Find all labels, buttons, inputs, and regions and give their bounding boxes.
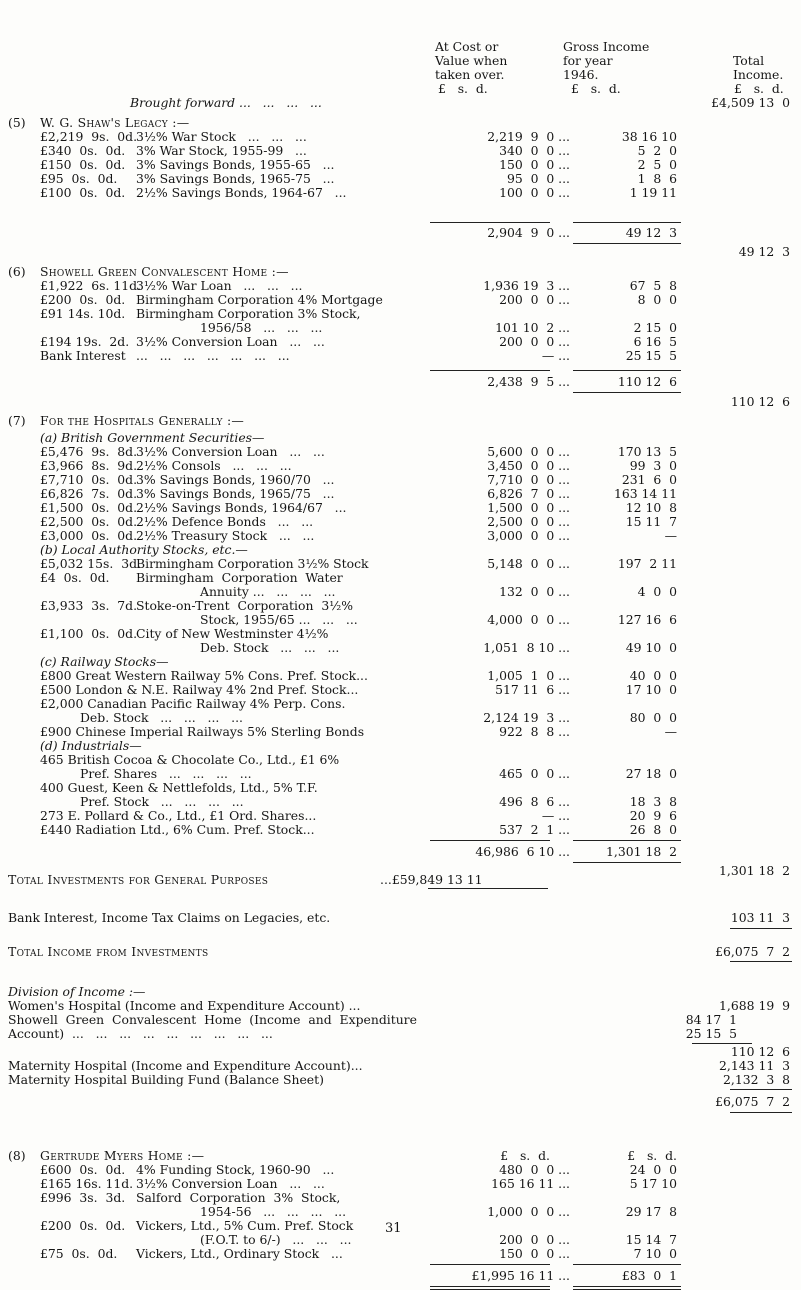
division-line: Maternity Hospital Building Fund (Balance Sheet) — [8, 1072, 324, 1087]
holding-description-cont: 1956/58 ... ... ... — [200, 320, 323, 335]
holding-description: 3% Savings Bonds, 1965-75 ... — [136, 171, 335, 186]
income-value: 26 8 0 — [629, 822, 677, 837]
total-income-value: £6,075 7 2 — [715, 944, 790, 959]
cost-lsd-header: £ s. d. — [438, 81, 488, 96]
income-value: 25 15 5 — [625, 348, 677, 363]
holding-description: 2½% Savings Bonds, 1964/67 ... — [136, 500, 347, 515]
holding-amount: £2,500 0s. 0d. — [40, 514, 138, 529]
holding-description: £900 Chinese Imperial Railways 5% Sterling Bonds — [40, 724, 365, 739]
income-value: 15 11 7 — [625, 514, 677, 529]
income-value: 20 9 6 — [629, 808, 677, 823]
income-value: 127 16 6 — [617, 612, 677, 627]
income-value: 80 0 0 — [629, 710, 677, 725]
cost-value: 340 0 0 ... — [499, 143, 570, 158]
holding-amount: £3,000 0s. 0d. — [40, 528, 138, 543]
holding-description: 2½% Treasury Stock ... ... — [136, 528, 315, 543]
rule-line — [730, 1089, 792, 1090]
total-column-header: Income. — [733, 67, 784, 82]
holding-description: 3½% Conversion Loan ... ... — [136, 444, 325, 459]
cost-value: 6,826 7 0 ... — [487, 486, 570, 501]
rule-line — [730, 1112, 792, 1113]
section-title: For the Hospitals Generally :— — [40, 413, 245, 428]
holding-description-cont: Stock, 1955/65 ... ... ... — [200, 612, 358, 627]
cost-value: — ... — [541, 808, 570, 823]
holding-description: 3% Savings Bonds, 1955-65 ... — [136, 157, 335, 172]
cost-value: 496 8 6 ... — [499, 794, 570, 809]
cost-value: 1,936 19 3 ... — [483, 278, 570, 293]
holding-description-cont: Pref. Shares ... ... ... ... — [80, 766, 252, 781]
holding-amount: £194 19s. 2d. — [40, 334, 130, 349]
holding-description: City of New Westminster 4½% — [136, 626, 329, 641]
holding-description: ... ... ... ... ... ... ... — [136, 348, 290, 363]
holding-description: 3% Savings Bonds, 1965/75 ... — [136, 486, 335, 501]
income-column-header: 1946. — [563, 67, 599, 82]
holding-description-cont: 1954-56 ... ... ... ... — [200, 1204, 347, 1219]
holding-description: Birmingham Corporation 3% Stock, — [136, 306, 361, 321]
division-total: £6,075 7 2 — [715, 1094, 790, 1109]
income-lsd-header: £ s. d. — [627, 1148, 677, 1163]
section-number: (8) — [8, 1148, 26, 1163]
section-total: 49 12 3 — [738, 244, 790, 259]
rule-line — [428, 888, 548, 889]
cost-value: 200 0 0 ... — [499, 334, 570, 349]
rule-line — [573, 243, 681, 244]
division-sub-value: 25 15 5 — [685, 1026, 737, 1041]
cost-value: 200 0 0 ... — [499, 292, 570, 307]
income-value: 2 5 0 — [637, 157, 677, 172]
division-value: 110 12 6 — [730, 1044, 790, 1059]
holding-description: 273 E. Pollard & Co., Ltd., £1 Ord. Shares... — [40, 808, 317, 823]
bank-interest-value: 103 11 3 — [730, 910, 790, 925]
cost-value: 465 0 0 ... — [499, 766, 570, 781]
cost-value: 150 0 0 ... — [499, 157, 570, 172]
income-lsd-header: £ s. d. — [571, 81, 621, 96]
myers-total-cost: £1,995 16 11 ... — [471, 1268, 570, 1283]
cost-value: 2,124 19 3 ... — [483, 710, 570, 725]
income-value: 1 8 6 — [637, 171, 677, 186]
rule-line — [430, 1286, 550, 1287]
holding-amount: £3,966 8s. 9d. — [40, 458, 138, 473]
holding-description: 400 Guest, Keen & Nettlefolds, Ltd., 5% T.F. — [40, 780, 318, 795]
subtotal-income: 1,301 18 2 — [606, 844, 677, 859]
subtotal-cost: 2,438 9 5 ... — [487, 374, 570, 389]
page-number: 31 — [385, 1221, 402, 1236]
holding-description: 3½% Conversion Loan ... ... — [136, 334, 325, 349]
cost-value: 1,000 0 0 ... — [487, 1204, 570, 1219]
section-title: W. G. Shaw's Legacy :— — [40, 115, 190, 130]
subsection-title: (a) British Government Securities— — [40, 430, 265, 445]
income-value: 24 0 0 — [629, 1162, 677, 1177]
brought-forward-label: Brought forward ... ... ... ... — [130, 95, 322, 110]
holding-amount: £75 0s. 0d. — [40, 1246, 118, 1261]
holding-description: £800 Great Western Railway 5% Cons. Pref. Stock... — [40, 668, 368, 683]
cost-column-header: taken over. — [435, 67, 505, 82]
holding-description-cont: (F.O.T. to 6/-) ... ... ... — [200, 1232, 352, 1247]
income-value: 27 18 0 — [625, 766, 677, 781]
holding-amount: £4 0s. 0d. — [40, 570, 110, 585]
holding-amount: £996 3s. 3d. — [40, 1190, 126, 1205]
income-value: 170 13 5 — [617, 444, 677, 459]
section-title: Showell Green Convalescent Home :— — [40, 264, 289, 279]
income-value: 40 0 0 — [629, 668, 677, 683]
income-value: 49 10 0 — [625, 640, 677, 655]
cost-value: 7,710 0 0 ... — [487, 472, 570, 487]
division-sub-value: 84 17 1 — [685, 1012, 737, 1027]
holding-description: 3% War Stock, 1955-99 ... — [136, 143, 307, 158]
brought-forward-total: £4,509 13 0 — [711, 95, 790, 110]
rule-line — [573, 840, 681, 841]
division-line: Women's Hospital (Income and Expenditure Account) ... — [8, 998, 361, 1013]
cost-value: 922 8 8 ... — [499, 724, 570, 739]
holding-amount: £5,032 15s. 3d. — [40, 556, 141, 571]
cost-value: 3,450 0 0 ... — [487, 458, 570, 473]
subtotal-income: 110 12 6 — [617, 374, 677, 389]
division-line: Showell Green Convalescent Home (Income and Expenditure — [8, 1012, 417, 1027]
cost-value: 150 0 0 ... — [499, 1246, 570, 1261]
holding-amount: £200 0s. 0d. — [40, 292, 126, 307]
rule-line — [430, 370, 550, 371]
cost-value: 200 0 0 ... — [499, 1232, 570, 1247]
subtotal-cost: 46,986 6 10 ... — [475, 844, 570, 859]
rule-line — [430, 840, 550, 841]
income-column-header: Gross Income — [563, 39, 650, 54]
cost-value: 101 10 2 ... — [495, 320, 570, 335]
holding-description: Birmingham Corporation 3½% Stock — [136, 556, 369, 571]
subtotal-cost: 2,904 9 0 ... — [487, 225, 570, 240]
holding-description-cont: Annuity ... ... ... ... — [200, 584, 336, 599]
income-value: 231 6 0 — [621, 472, 677, 487]
holding-amount: £1,100 0s. 0d. — [40, 626, 138, 641]
income-value: 6 16 5 — [633, 334, 677, 349]
holding-description: Birmingham Corporation 4% Mortgage — [136, 292, 383, 307]
income-value: 4 0 0 — [637, 584, 677, 599]
myers-total-income: £83 0 1 — [621, 1268, 677, 1283]
income-value: 12 10 8 — [625, 500, 677, 515]
rule-line — [430, 1264, 550, 1265]
total-column-header: Total — [733, 53, 765, 68]
cost-value: 2,219 9 0 ... — [487, 129, 570, 144]
income-value: 15 14 7 — [625, 1232, 677, 1247]
holding-amount: Bank Interest — [40, 348, 126, 363]
division-value: 2,143 11 3 — [719, 1058, 790, 1073]
rule-line — [573, 222, 681, 223]
income-value: 5 17 10 — [629, 1176, 677, 1191]
holding-amount: £6,826 7s. 0d. — [40, 486, 138, 501]
cost-value: 5,148 0 0 ... — [487, 556, 570, 571]
cost-value: 100 0 0 ... — [499, 185, 570, 200]
cost-value: 537 2 1 ... — [499, 822, 570, 837]
cost-value: 480 0 0 ... — [499, 1162, 570, 1177]
rule-line — [430, 222, 550, 223]
holding-amount: £5,476 9s. 8d. — [40, 444, 138, 459]
cost-value: 1,051 8 10 ... — [483, 640, 570, 655]
cost-column-header: Value when — [435, 53, 508, 68]
holding-description: Vickers, Ltd., Ordinary Stock ... — [136, 1246, 343, 1261]
income-value: 17 10 0 — [625, 682, 677, 697]
section-number: (5) — [8, 115, 26, 130]
section-title: Gertrude Myers Home :— — [40, 1148, 205, 1163]
holding-description: 3½% Conversion Loan ... ... — [136, 1176, 325, 1191]
income-value: 2 15 0 — [633, 320, 677, 335]
income-value: 18 3 8 — [629, 794, 677, 809]
holding-description: 2½% Savings Bonds, 1964-67 ... — [136, 185, 347, 200]
holding-description: 3½% War Loan ... ... ... — [136, 278, 303, 293]
holding-description: 2½% Consols ... ... ... — [136, 458, 292, 473]
income-value: 67 5 8 — [629, 278, 677, 293]
cost-value: 1,005 1 0 ... — [487, 668, 570, 683]
holding-amount: £3,933 3s. 7d. — [40, 598, 138, 613]
rule-line — [573, 1286, 681, 1287]
holding-description-cont: Deb. Stock ... ... ... — [200, 640, 340, 655]
holding-description: 3½% War Stock ... ... ... — [136, 129, 307, 144]
income-value: 8 0 0 — [637, 292, 677, 307]
bank-interest-label: Bank Interest, Income Tax Claims on Legacies, etc. — [8, 910, 331, 925]
rule-line — [573, 392, 681, 393]
income-value: — — [664, 528, 677, 543]
rule-line — [573, 370, 681, 371]
holding-amount: £1,922 6s. 11d. — [40, 278, 141, 293]
division-value: 1,688 19 9 — [719, 998, 790, 1013]
holding-amount: £340 0s. 0d. — [40, 143, 126, 158]
holding-description: Stoke-on-Trent Corporation 3½% — [136, 598, 353, 613]
cost-value: 1,500 0 0 ... — [487, 500, 570, 515]
division-line-cont: Account) ... ... ... ... ... ... ... ... ... — [8, 1026, 273, 1041]
holding-description: £500 London & N.E. Railway 4% 2nd Pref. Stock... — [40, 682, 359, 697]
cost-value: 517 11 6 ... — [495, 682, 570, 697]
section-number: (6) — [8, 264, 26, 279]
subsection-title: (b) Local Authority Stocks, etc.— — [40, 542, 248, 557]
income-value: 29 17 8 — [625, 1204, 677, 1219]
holding-description: Vickers, Ltd., 5% Cum. Pref. Stock — [136, 1218, 354, 1233]
cost-value: — ... — [541, 348, 570, 363]
rule-line — [573, 862, 681, 863]
cost-value: 132 0 0 ... — [499, 584, 570, 599]
section-total: 1,301 18 2 — [719, 863, 790, 878]
subsection-title: (d) Industrials— — [40, 738, 142, 753]
holding-description-cont: Deb. Stock ... ... ... ... — [80, 710, 243, 725]
holding-amount: £200 0s. 0d. — [40, 1218, 126, 1233]
holding-amount: £600 0s. 0d. — [40, 1162, 126, 1177]
division-title: Division of Income :— — [8, 984, 146, 999]
holding-description: £440 Radiation Ltd., 6% Cum. Pref. Stock... — [40, 822, 315, 837]
cost-value: 4,000 0 0 ... — [487, 612, 570, 627]
holding-description: 465 British Cocoa & Chocolate Co., Ltd., £1 6% — [40, 752, 340, 767]
income-value: 197 2 11 — [617, 556, 677, 571]
rule-line — [730, 928, 792, 929]
holding-description: Salford Corporation 3% Stock, — [136, 1190, 341, 1205]
holding-description: 4% Funding Stock, 1960-90 ... — [136, 1162, 335, 1177]
income-value: 7 10 0 — [633, 1246, 677, 1261]
holding-amount: £1,500 0s. 0d. — [40, 500, 138, 515]
income-value: 5 2 0 — [637, 143, 677, 158]
cost-value: 2,500 0 0 ... — [487, 514, 570, 529]
income-value: 38 16 10 — [621, 129, 677, 144]
holding-description: 3% Savings Bonds, 1960/70 ... — [136, 472, 335, 487]
holding-description: £2,000 Canadian Pacific Railway 4% Perp. Cons. — [40, 696, 346, 711]
rule-line — [573, 1264, 681, 1265]
rule-line — [730, 961, 792, 962]
section-total: 110 12 6 — [730, 394, 790, 409]
holding-amount: £100 0s. 0d. — [40, 185, 126, 200]
section-number: (7) — [8, 413, 26, 428]
holding-amount: £95 0s. 0d. — [40, 171, 118, 186]
income-value: 99 3 0 — [629, 458, 677, 473]
income-value: 163 14 11 — [613, 486, 677, 501]
total-lsd-header: £ s. d. — [734, 81, 784, 96]
holding-amount: £150 0s. 0d. — [40, 157, 126, 172]
cost-value: 165 16 11 ... — [491, 1176, 570, 1191]
holding-description: 2½% Defence Bonds ... ... — [136, 514, 314, 529]
cost-value: 5,600 0 0 ... — [487, 444, 570, 459]
total-income-label: Total Income from Investments — [8, 944, 209, 959]
cost-lsd-header: £ s. d. — [500, 1148, 550, 1163]
holding-description-cont: Pref. Stock ... ... ... ... — [80, 794, 244, 809]
division-value: 2,132 3 8 — [723, 1072, 790, 1087]
subsection-title: (c) Railway Stocks— — [40, 654, 169, 669]
subtotal-income: 49 12 3 — [625, 225, 677, 240]
cost-value: 3,000 0 0 ... — [487, 528, 570, 543]
holding-amount: £2,219 9s. 0d. — [40, 129, 138, 144]
income-column-header: for year — [563, 53, 613, 68]
holding-amount: £91 14s. 10d. — [40, 306, 126, 321]
total-investments-value: ...£59,849 13 11 — [380, 872, 483, 887]
cost-value: 95 0 0 ... — [506, 171, 570, 186]
total-investments-label: Total Investments for General Purposes — [8, 872, 269, 887]
cost-column-header: At Cost or — [435, 39, 499, 54]
holding-amount: £7,710 0s. 0d. — [40, 472, 138, 487]
holding-amount: £165 16s. 11d. — [40, 1176, 134, 1191]
income-value: 1 19 11 — [629, 185, 677, 200]
division-line: Maternity Hospital (Income and Expenditure Account)... — [8, 1058, 363, 1073]
income-value: — — [664, 724, 677, 739]
holding-description: Birmingham Corporation Water — [136, 570, 343, 585]
